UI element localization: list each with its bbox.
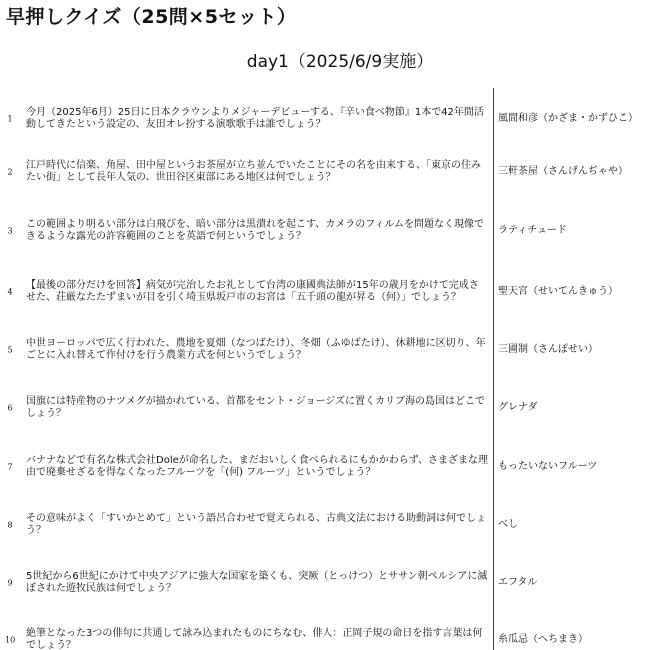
question-row bbox=[0, 320, 650, 380]
question-number: 9 bbox=[7, 578, 13, 588]
question-number: 2 bbox=[7, 167, 13, 177]
question-number: 8 bbox=[7, 520, 13, 530]
answer-text: 三圃制（さんぽせい） bbox=[498, 344, 598, 355]
question-text: この範囲より明るい部分は白飛びを、暗い部分は黒潰れを起こす、カメラのフィルムを問題なく現像できるような露光の許容範囲のことを英語で何というでしょう？ bbox=[26, 219, 484, 242]
question-number: 3 bbox=[7, 226, 13, 236]
question-number: 7 bbox=[7, 462, 13, 472]
question-number: 1 bbox=[7, 114, 13, 124]
question-text: バナナなどで有名な株式会社Doleが命名した、まだおいしく食べられるにもかかわらず、さまざまな理由で廃棄せざるを得なくなったフルーツを「(何) フルーツ」というでしょう？ bbox=[26, 455, 488, 478]
question-row bbox=[0, 495, 650, 555]
answer-text: 糸瓜忌（へちまき） bbox=[498, 634, 588, 645]
page-title: 早押しクイズ（25問×5セット） bbox=[6, 6, 297, 28]
question-number: 10 bbox=[5, 635, 16, 645]
answer-text: 三軒茶屋（さんげんぢゃや） bbox=[498, 166, 628, 177]
question-number: 4 bbox=[7, 287, 13, 297]
page-subtitle: day1（2025/6/9実施） bbox=[246, 52, 434, 72]
answer-text: 風間和彦（かざま・かずひこ） bbox=[498, 113, 638, 124]
answer-text: グレナダ bbox=[498, 402, 538, 413]
question-row bbox=[0, 201, 650, 261]
question-number: 6 bbox=[7, 403, 13, 413]
question-row bbox=[0, 437, 650, 497]
question-text: 絶筆となった3つの俳句に共通して詠み込まれたものにちなむ、俳人：正岡子規の命日を指す言葉は何でしょう？ bbox=[26, 628, 483, 650]
question-row bbox=[0, 610, 650, 650]
question-row bbox=[0, 553, 650, 613]
question-text: 今月（2025年6月）25日に日本クラウンよりメジャーデビューする、『辛い食べ物節』1本で42年間活動してきたという設定の、友田オレ扮する演歌歌手は誰でしょう？ bbox=[26, 107, 484, 130]
question-text: 江戸時代に信楽、角屋、田中屋というお茶屋が立ち並んでいたことにその名を由来する、「東京の住みたい街」として長年人気の、世田谷区東部にある地区は何でしょう？ bbox=[26, 160, 481, 183]
question-number: 5 bbox=[7, 345, 13, 355]
answer-text: 聖天宮（せいてんきゅう） bbox=[498, 286, 618, 297]
question-row bbox=[0, 89, 650, 149]
answer-text: ラティチュード bbox=[498, 225, 567, 236]
question-row bbox=[0, 142, 650, 202]
question-text: 中世ヨーロッパで広く行われた、農地を夏畑（なつばたけ）、冬畑（ふゆばたけ）、休耕地に区切り、年ごとに入れ替えて作付けを行う農業方式を何というでしょう？ bbox=[26, 338, 486, 361]
question-text: その意味がよく「すいかとめて」という語呂合わせで覚えられる、古典文法における助動詞は何でしょう？ bbox=[26, 513, 486, 536]
question-text: 国旗には特産物のナツメグが描かれている、首都をセント・ジョージズに置くカリブ海の島国はどこでしょう？ bbox=[26, 396, 485, 419]
answer-text: エフタル bbox=[498, 577, 538, 588]
answer-text: べし bbox=[498, 519, 518, 530]
question-text: 5世紀から6世紀にかけて中央アジアに強大な国家を築くも、突厥（とっけつ）とササン朝ペルシアに滅ぼされた遊牧民族は何でしょう？ bbox=[26, 571, 488, 594]
question-row bbox=[0, 378, 650, 438]
question-row bbox=[0, 262, 650, 322]
question-text: 【最後の部分だけを回答】病気が完治したお礼として台湾の康國典法師が15年の歳月をかけて完成させた、荘厳なたたずまいが目を引く埼玉県坂戸市のお宮は「五千頭の龍が昇る（何）」でしょう？ bbox=[26, 280, 479, 303]
answer-text: もったいないフルーツ bbox=[498, 461, 598, 472]
